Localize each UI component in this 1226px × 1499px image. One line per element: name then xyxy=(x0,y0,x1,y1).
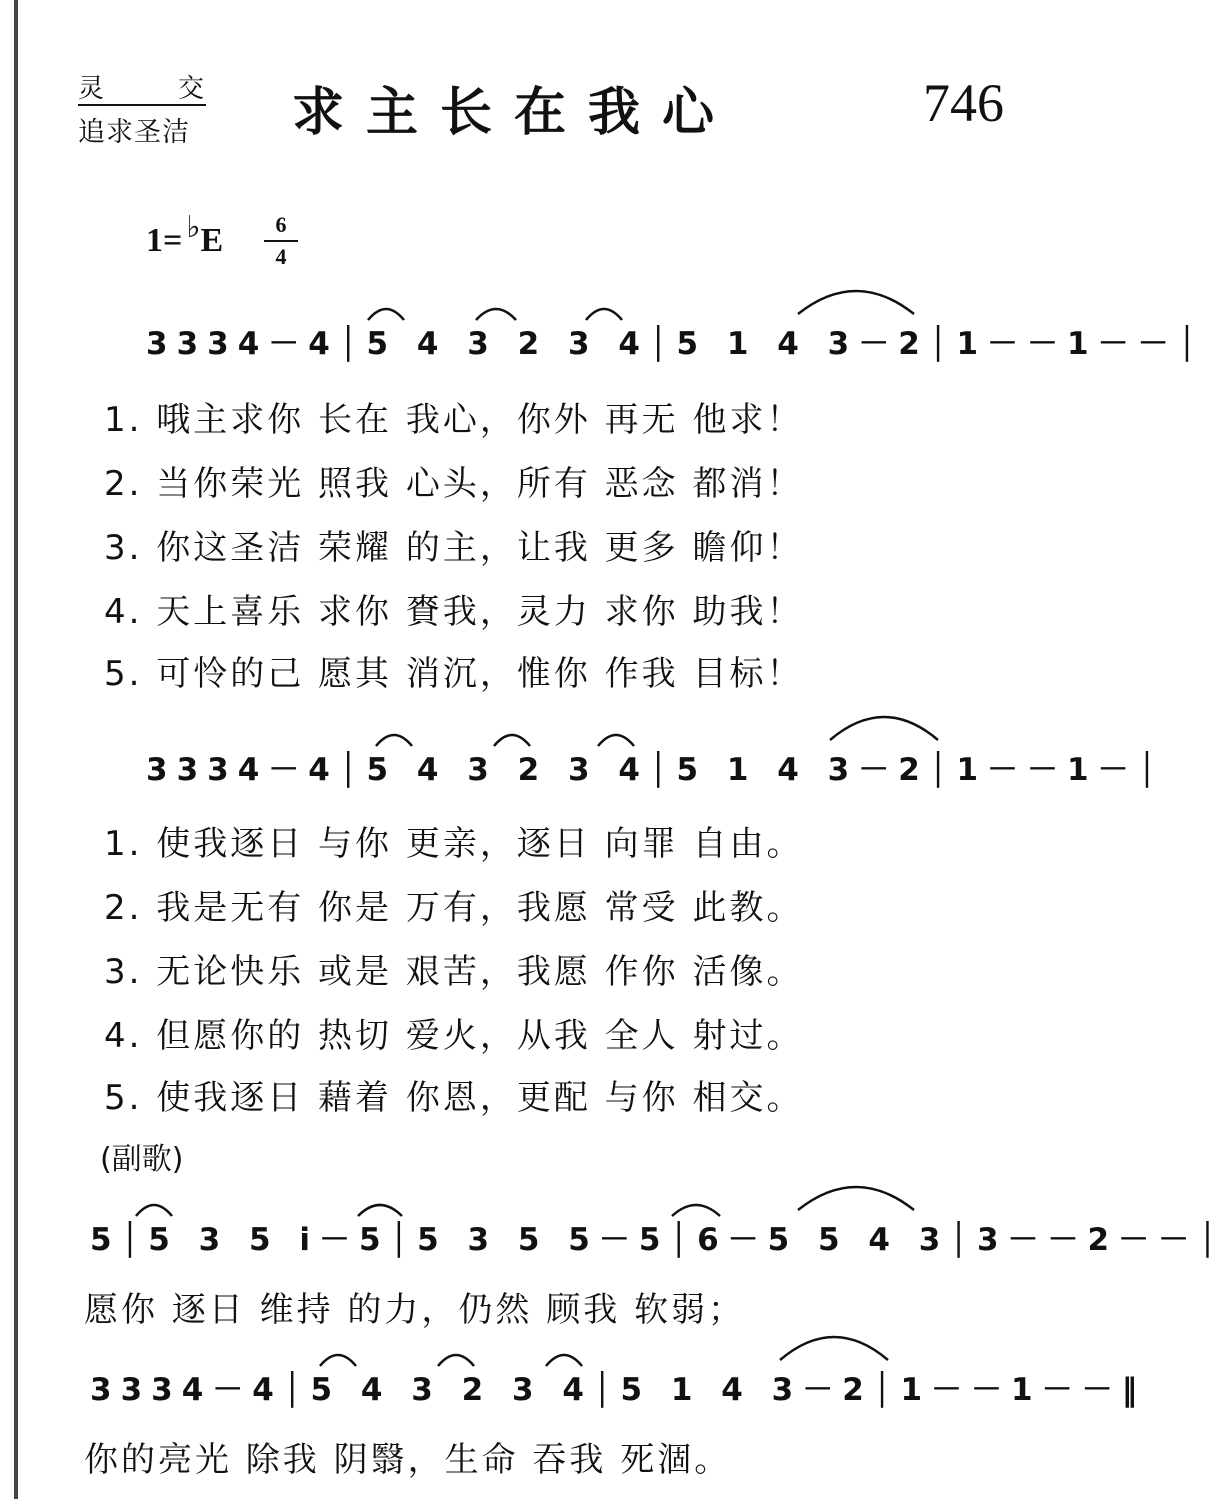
chorus-lyric: 愿你 逐日 维持 的力，仍然 顾我 软弱； xyxy=(84,1290,746,1330)
category-divider xyxy=(78,104,206,106)
verse-line: 1. 哦主求你 长在 我心，你外 再无 他求！ xyxy=(104,400,804,440)
notation-text-2: 3334－4│5 4 3 2 3 4│5 1 4 3－2│1－－1－│ xyxy=(146,752,1166,788)
flat-icon: ♭ xyxy=(186,211,201,244)
slurs-3 xyxy=(90,1208,1030,1268)
notation-line-1 xyxy=(146,312,1206,364)
page-title: 求主长在我心 xyxy=(292,83,737,143)
verse-line: 2. 当你荣光 照我 心头，所有 恶念 都消！ xyxy=(104,464,804,504)
category-subtitle: 追求圣洁 xyxy=(78,117,190,148)
verse-line: 4. 天上喜乐 求你 賚我，灵力 求你 助我！ xyxy=(104,592,804,632)
category-top-right: 交 xyxy=(177,74,204,104)
time-divider xyxy=(264,240,298,242)
notation-line-2 xyxy=(146,738,1166,790)
slurs-2 xyxy=(146,738,1026,798)
notation-line-3 xyxy=(90,1208,1226,1260)
verse-line: 5. 使我逐日 藉着 你恩，更配 与你 相交。 xyxy=(104,1078,804,1118)
notation-text-3: 5│5 3 5 i－5│5 3 5 5－5│6－5 5 4 3│3－－2－－│ xyxy=(90,1222,1226,1258)
chorus-lyric: 你的亮光 除我 阴翳，生命 吞我 死涸。 xyxy=(84,1440,732,1480)
key-equals: = xyxy=(163,222,183,259)
key-letter: E xyxy=(200,222,224,259)
slurs-4 xyxy=(90,1358,1030,1418)
verse-line: 2. 我是无有 你是 万有，我愿 常受 此教。 xyxy=(104,888,804,928)
time-top: 6 xyxy=(275,212,287,237)
category-top-left: 灵 xyxy=(78,74,105,104)
verse-line: 4. 但愿你的 热切 爱火，从我 全人 射过。 xyxy=(104,1016,804,1056)
verse-line: 1. 使我逐日 与你 更亲，逐日 向罪 自由。 xyxy=(104,824,804,864)
binding-edge xyxy=(14,0,18,1499)
verse-line: 5. 可怜的己 愿其 消沉，惟你 作我 目标！ xyxy=(104,654,804,694)
hymn-number: 746 xyxy=(923,73,1004,133)
category-label xyxy=(78,68,206,105)
notation-line-4 xyxy=(90,1358,1147,1410)
verse-line: 3. 无论快乐 或是 艰苦，我愿 作你 活像。 xyxy=(104,952,804,992)
chorus-label: (副歌) xyxy=(100,1142,184,1177)
verse-line: 3. 你这圣洁 荣耀 的主，让我 更多 瞻仰！ xyxy=(104,528,804,568)
slurs-1 xyxy=(146,312,1026,372)
notation-text-4: 3334－4│5 4 3 2 3 4│5 1 4 3－2│1－－1－－‖ xyxy=(90,1372,1147,1408)
time-signature xyxy=(264,212,298,270)
notation-text-1: 3334－4│5 4 3 2 3 4│5 1 4 3－2│1－－1－－│ xyxy=(146,326,1206,362)
key-one: 1 xyxy=(146,222,163,259)
time-bottom: 4 xyxy=(275,244,287,269)
key-signature xyxy=(146,211,224,260)
